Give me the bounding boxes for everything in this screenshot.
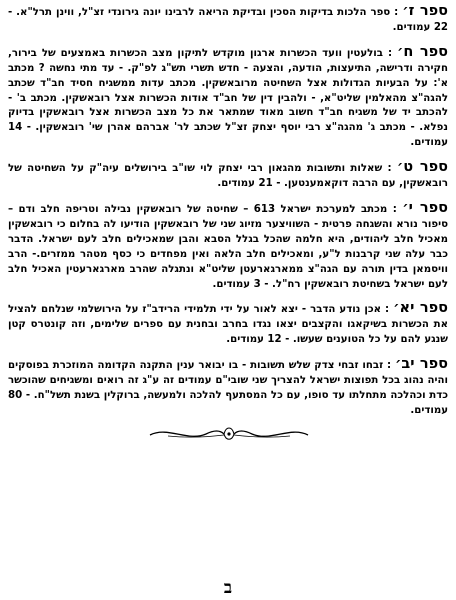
entry-paragraph — [8, 357, 448, 419]
entry-text: : ספר הלכות בדיקות הסכין ובדיקת הריאה לרבינו יונה גירונדי זצ"ל, ווינן תרל"א. - 22 עמודים. — [8, 7, 448, 33]
book-entry-10 — [8, 201, 448, 292]
entry-paragraph — [8, 45, 448, 151]
entry-label: ספר י׳ — [402, 199, 448, 216]
document-body — [8, 4, 448, 428]
book-entry-12 — [8, 357, 448, 419]
flourish-divider-icon — [148, 422, 310, 446]
entry-paragraph — [8, 201, 448, 292]
entry-paragraph — [8, 160, 448, 192]
entry-paragraph — [8, 301, 448, 348]
book-entry-8 — [8, 45, 448, 151]
entry-text: : אכן נודע הדבר - יצא לאור על ידי תלמידי הרידב"ז על הירושלמי שנלחם להציל את הכשרות בשיקאגו והקצבים יצאו נגדו בחרב ובחנית עם ספרים שלימים, וזה קונטרס קטן שנגע להם על כל הטוענים שעשו. - 12 עמודים. — [8, 304, 448, 346]
entry-label: ספר ח׳ — [397, 43, 448, 60]
page-number: ב — [223, 578, 233, 598]
entry-text: : מכתב למערכת ישראל 613 – שחיטה של רובאשקין נבילה וטריפה חלב ודם – סיפור נורא והשגחה פרטית - השוויצער מזיוג שני של רובאשקין הודיעו לה בחלום כי רובאשקין מאכיל חלב ליהודים, היא חלמה שהכל בגלל הסבא והבן שמאכילים חלב לעם ישראל. הדבר כבר עלה שני קרבנות ל"ע, ומאכילים חלב הלאה ואין מפחדים כי כסף מטהר ממזרים.- הרב וויסמאן בדין תורה עם הגה"צ ממארגארעטן שליט"א ונתגלה שהרב מארגארעטין האכיל חלב לעם ישראל בשחיטת רובאשקין רח"ל. - 3 עמודים. — [8, 203, 448, 290]
book-entry-7 — [8, 4, 448, 36]
book-entry-9 — [8, 160, 448, 192]
entry-label: ספר ט׳ — [396, 159, 449, 176]
entry-text: : שאלות ותשובות מהגאון רבי יצחק לוי שו"ב בירושלים עיה"ק על השחיטה של רובאשקין, עם הרבה דוקאמענטען. - 21 עמודים. — [8, 163, 448, 190]
entry-label: ספר יב׳ — [394, 356, 449, 373]
entry-paragraph — [8, 4, 448, 36]
entry-text: : בולעטין וועד הכשרות ארגון מוקדש לתיקון מצב הכשרות באמצעים של בירור, חקירה ודרישה, התיעצות, הודעה, והצעה - חדש תשרי תש"ג לפ"ק. - עד מתי נחשה ? מכתב א': על הבעיות הגדולות אצל השחיטה מרובאשקין. מכתב עדות ממשגיח חסיד חב"ד שכתב להגה"צ מהאלמין שליט"א, - ולהבין דין של חב"ד אודות הכשרות אצל רובאשקין. מכתב ב' - להכתב יד של משגיח חב"ד חשוב מאוד שמתאר את כל מצב הכשרות אצל רובאשקין בדיוק נפלא. - מכתב ג' מהגה"צ רבי יוסף יצחק זצ"ל שכתב לר' אברהם אהרן שי' רובאשקין. - 14 עמודים. — [8, 47, 448, 149]
entry-text: : זבחו זבחי צדק שלש תשובות - בו יבואר ענין התקנה הקדומה המוזכרת בפוסקים והיה נהוג בכל תפוצות ישראל להצריך שני שובי"ם עמודים זה ע"ג זה רואים ומשגיחים שהוכשר כדת וכהלכה מתחלתו עד סופו, עם כל המסתעף להלכה ולמעשה, ברוקלין בשנת תשל"ח. - 80 עמודים. — [8, 360, 448, 416]
entry-label: ספר ז׳ — [402, 3, 448, 19]
book-entry-11 — [8, 301, 448, 348]
entry-label: ספר יא׳ — [393, 300, 448, 317]
